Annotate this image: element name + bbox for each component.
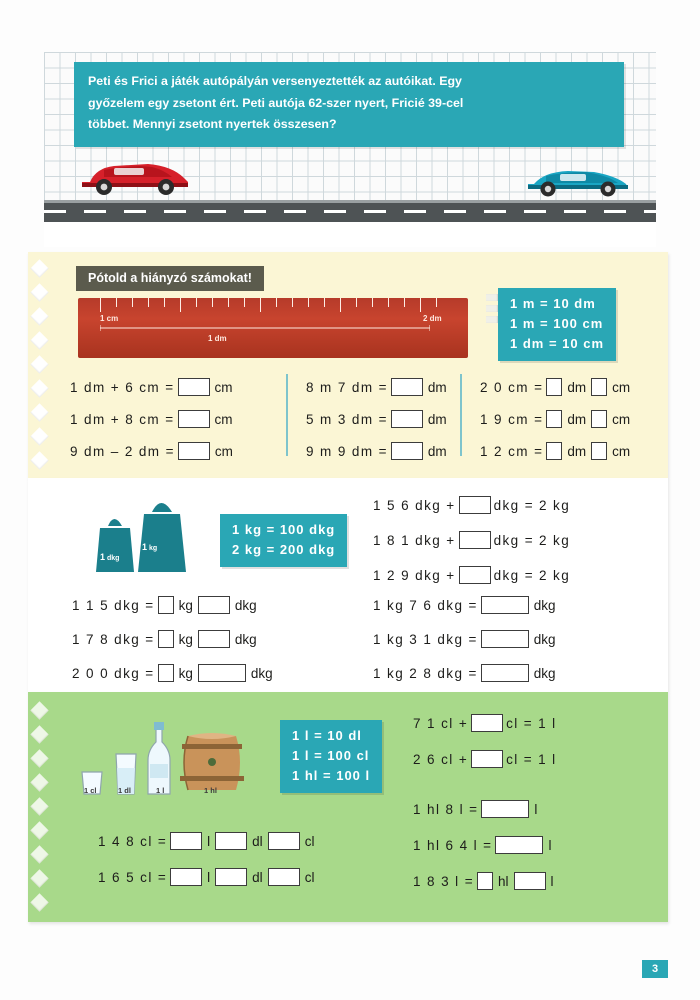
answer-box[interactable] — [459, 531, 491, 549]
vessels-graphic — [76, 710, 276, 810]
exercise-text: 1 4 8 cl = — [98, 833, 168, 849]
problem-line-1: Peti és Frici a játék autópályán versenyeztették az autóikat. Egy — [88, 74, 462, 88]
answer-box[interactable] — [495, 836, 543, 854]
exercise-row — [373, 630, 558, 648]
answer-box[interactable] — [178, 410, 210, 428]
fact-mass-2: 2 kg = 200 dkg — [232, 542, 336, 558]
exercise-row — [70, 410, 235, 428]
answer-box[interactable] — [459, 496, 491, 514]
road-kerb — [44, 200, 656, 203]
exercise-text: 8 m 7 dm = — [306, 379, 388, 395]
answer-box[interactable] — [481, 596, 529, 614]
exercise-text: 5 m 3 dm = — [306, 411, 388, 427]
ruler-label-2dm: 2 dm — [423, 314, 442, 323]
exercise-text: 2 kg — [538, 567, 571, 583]
vessel-label-1cl: 1 cl — [84, 786, 97, 795]
exercise-text: cl = — [506, 751, 534, 767]
fact-card-mass — [220, 514, 347, 567]
exercise-text: 2 0 cm = — [480, 379, 544, 395]
exercise-row — [72, 596, 259, 614]
answer-box[interactable] — [268, 832, 300, 850]
exercise-row — [373, 496, 570, 514]
answer-box[interactable] — [591, 442, 607, 460]
answer-box[interactable] — [471, 750, 503, 768]
exercise-row — [413, 872, 556, 890]
weight-label-1dkg: 1 dkg — [100, 552, 120, 562]
fact-card-tabs — [486, 294, 500, 327]
exercise-text: 1 kg 7 6 dkg = — [373, 597, 478, 613]
exercise-unit: kg — [178, 597, 193, 613]
exercise-unit: kg — [178, 665, 193, 681]
answer-box[interactable] — [198, 596, 230, 614]
exercise-row — [306, 410, 449, 428]
vessel-label-1l: 1 l — [156, 786, 165, 795]
answer-box[interactable] — [215, 868, 247, 886]
ruler-graphic — [78, 298, 468, 358]
exercise-row — [72, 664, 275, 682]
exercise-row — [72, 630, 259, 648]
exercise-text: 1 2 cm = — [480, 443, 544, 459]
answer-box[interactable] — [546, 378, 562, 396]
exercise-text: 1 kg 2 8 dkg = — [373, 665, 478, 681]
exercise-unit: kg — [178, 631, 193, 647]
exercise-unit: dl — [252, 833, 263, 849]
exercise-text: dkg = — [493, 497, 534, 513]
red-car-icon — [74, 152, 194, 203]
exercise-row — [413, 800, 539, 818]
problem-line-3: többet. Mennyi zsetont nyertek összesen? — [88, 117, 337, 132]
weights-graphic — [90, 498, 210, 578]
exercise-row — [306, 378, 449, 396]
column-separator-1 — [286, 374, 288, 456]
exercise-row — [413, 714, 557, 732]
answer-box[interactable] — [546, 442, 562, 460]
race-illustration-block — [44, 52, 656, 247]
road-dashes — [44, 210, 656, 213]
exercise-text: cl = — [506, 715, 534, 731]
exercise-text: 1 7 8 dkg = — [72, 631, 155, 647]
weight-label-1kg: 1 kg — [142, 542, 158, 552]
answer-box[interactable] — [178, 442, 210, 460]
exercise-unit: cl — [304, 869, 315, 885]
exercise-unit: dkg — [234, 631, 257, 647]
answer-box[interactable] — [158, 664, 174, 682]
answer-box[interactable] — [170, 832, 202, 850]
exercise-unit: dm — [567, 443, 587, 459]
exercise-text: 2 kg — [538, 497, 571, 513]
answer-box[interactable] — [471, 714, 503, 732]
exercise-row — [70, 378, 235, 396]
exercise-unit: l — [207, 869, 211, 885]
road-graphic — [44, 200, 656, 222]
answer-box[interactable] — [158, 596, 174, 614]
answer-box[interactable] — [170, 868, 202, 886]
punched-edge-left — [28, 252, 54, 478]
exercise-text: 1 1 5 dkg = — [72, 597, 155, 613]
exercise-row — [373, 664, 558, 682]
fact-length-2: 1 m = 100 cm — [510, 316, 604, 332]
exercise-row — [480, 410, 632, 428]
exercise-row — [373, 531, 570, 549]
exercise-text: 2 kg — [538, 532, 571, 548]
exercise-text: 1 dm + 6 cm = — [70, 379, 175, 395]
answer-box[interactable] — [477, 872, 493, 890]
exercise-unit: cm — [214, 411, 233, 427]
exercise-row — [373, 596, 558, 614]
exercise-unit: l — [207, 833, 211, 849]
exercise-row — [413, 836, 553, 854]
exercise-text: 1 5 6 dkg + — [373, 497, 456, 513]
column-separator-2 — [460, 374, 462, 456]
fact-length-1: 1 m = 10 dm — [510, 296, 596, 311]
answer-box[interactable] — [546, 410, 562, 428]
exercise-row — [373, 566, 570, 584]
exercise-unit: dkg — [533, 665, 556, 681]
answer-box[interactable] — [481, 800, 529, 818]
exercise-text: 1 dm + 8 cm = — [70, 411, 175, 427]
fact-volume-3: 1 hl = 100 l — [292, 768, 371, 784]
exercise-unit: dkg — [234, 597, 257, 613]
exercise-row — [480, 378, 632, 396]
ruler-span-arrow — [100, 324, 430, 332]
vessel-label-1dl: 1 dl — [118, 786, 131, 795]
fact-mass-1: 1 kg = 100 dkg — [232, 522, 336, 537]
answer-box[interactable] — [391, 442, 423, 460]
exercise-unit: hl — [498, 873, 509, 889]
problem-line-2: győzelem egy zsetont ért. Peti autója 62-szer nyert, Fricié 39-cel — [88, 95, 464, 110]
section-title-length: Pótold a hiányzó számokat! — [76, 266, 264, 291]
word-problem-box — [74, 62, 624, 147]
exercise-text: 1 8 1 dkg + — [373, 532, 456, 548]
ruler-ticks — [78, 298, 468, 314]
answer-box[interactable] — [158, 630, 174, 648]
exercise-text: 1 hl 6 4 l = — [413, 837, 493, 853]
exercise-text: 7 1 cl + — [413, 715, 469, 731]
exercise-row — [413, 750, 557, 768]
exercise-unit: dl — [252, 869, 263, 885]
answer-box[interactable] — [591, 410, 607, 428]
exercise-text: 1 2 9 dkg + — [373, 567, 456, 583]
exercise-text: 2 0 0 dkg = — [72, 665, 155, 681]
exercise-text: 2 6 cl + — [413, 751, 469, 767]
page-number: 3 — [642, 960, 668, 978]
exercise-row — [306, 442, 449, 460]
answer-box[interactable] — [268, 868, 300, 886]
exercise-text: 9 dm – 2 dm = — [70, 443, 175, 459]
exercise-unit: dkg — [533, 631, 556, 647]
exercise-unit: dm — [427, 443, 447, 459]
answer-box[interactable] — [391, 378, 423, 396]
exercise-text: dkg = — [493, 567, 534, 583]
answer-box[interactable] — [481, 664, 529, 682]
fact-card-volume — [280, 720, 382, 793]
fact-volume-1: 1 l = 10 dl — [292, 728, 362, 743]
exercise-text: 1 l — [538, 751, 557, 767]
answer-box[interactable] — [591, 378, 607, 396]
exercise-text: 1 hl 8 l = — [413, 801, 479, 817]
exercise-unit: cm — [214, 443, 233, 459]
answer-box[interactable] — [198, 630, 230, 648]
answer-box[interactable] — [514, 872, 546, 890]
exercise-row — [480, 442, 632, 460]
exercise-unit: dm — [567, 411, 587, 427]
answer-box[interactable] — [198, 664, 246, 682]
mass-section — [28, 478, 668, 692]
exercise-unit: cm — [612, 379, 631, 395]
answer-box[interactable] — [391, 410, 423, 428]
exercise-unit: cm — [612, 443, 631, 459]
fact-length-3: 1 dm = 10 cm — [510, 336, 605, 352]
exercise-text: 1 8 3 l = — [413, 873, 475, 889]
ruler-label-1cm: 1 cm — [100, 314, 119, 323]
exercise-unit: cm — [612, 411, 631, 427]
length-section — [28, 252, 668, 478]
punched-edge-left — [28, 692, 54, 922]
exercise-unit: l — [550, 873, 554, 889]
answer-box[interactable] — [481, 630, 529, 648]
ruler-label-1dm: 1 dm — [208, 334, 227, 343]
exercise-row — [98, 832, 316, 850]
exercise-unit: dm — [427, 411, 447, 427]
exercise-text: dkg = — [493, 532, 534, 548]
volume-section — [28, 692, 668, 922]
exercise-unit: dkg — [533, 597, 556, 613]
fact-volume-2: 1 l = 100 cl — [292, 748, 370, 764]
exercise-row — [70, 442, 235, 460]
exercise-text: 1 l — [538, 715, 557, 731]
exercise-text: 9 m 9 dm = — [306, 443, 388, 459]
vessel-label-1hl: 1 hl — [204, 786, 217, 795]
exercise-unit: l — [548, 837, 552, 853]
exercise-unit: cm — [214, 379, 233, 395]
fact-card-length — [498, 288, 616, 361]
exercise-unit: dm — [427, 379, 447, 395]
exercise-text: 1 kg 3 1 dkg = — [373, 631, 478, 647]
exercise-unit: dm — [567, 379, 587, 395]
answer-box[interactable] — [178, 378, 210, 396]
exercise-unit: dkg — [250, 665, 273, 681]
answer-box[interactable] — [215, 832, 247, 850]
exercise-unit: cl — [304, 833, 315, 849]
exercise-text: 1 6 5 cl = — [98, 869, 168, 885]
exercise-unit: l — [534, 801, 538, 817]
exercise-text: 1 9 cm = — [480, 411, 544, 427]
answer-box[interactable] — [459, 566, 491, 584]
exercise-row — [98, 868, 316, 886]
